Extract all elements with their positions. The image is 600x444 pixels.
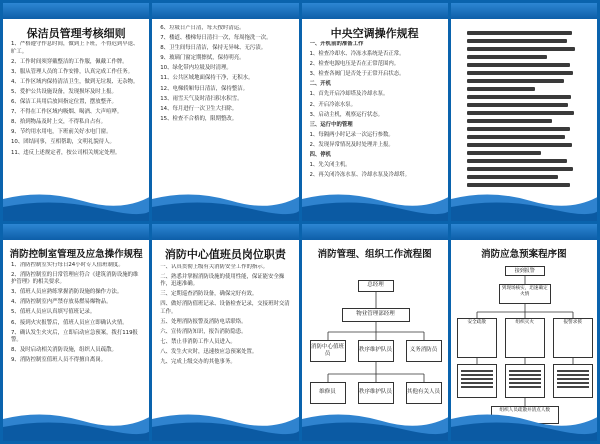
wave-decoration <box>152 189 298 221</box>
panel-cap <box>451 224 597 240</box>
text-line: 2、开启冷冻水泵。 <box>309 101 357 108</box>
text-line: 3、服从管理人员的工作安排，认真完成工作任务。 <box>11 68 134 75</box>
org-node-general-manager: 总经理 <box>358 280 394 292</box>
text-line: 13、雨雪天气及时清扫积水积雪。 <box>160 95 243 102</box>
panel-body <box>11 41 141 189</box>
text-line: 3、值班人员应熟练掌握消防设施的操作方法。 <box>11 289 123 296</box>
text-line: 6、垃圾日产日清，每天按时清运。 <box>160 25 245 31</box>
org-node: 其他有关人员 <box>406 382 442 404</box>
wave-decoration <box>451 189 597 221</box>
org-node: 消防中心值班员 <box>310 340 346 362</box>
wave-decoration <box>3 409 149 441</box>
text-line: 8、卫生间每日清洁，保持无异味、无污渍。 <box>160 45 267 52</box>
text-line: 10、团结同事，互相帮助，文明礼貌待人。 <box>11 139 115 146</box>
panel-body <box>310 41 440 189</box>
panel-title: 消防中心值班员岗位职责 <box>164 247 286 261</box>
text-line: 9、消防控制室值班人员不得擅自离岗。 <box>11 357 107 364</box>
text-line: 3、检查各阀门是否处于正常开启状态。 <box>309 71 405 78</box>
wave-decoration <box>302 189 448 221</box>
text-line: 一、开机前的准备工作 <box>309 41 364 47</box>
text-line: 四、停机 <box>309 152 332 159</box>
text-line: 6、接到火灾报警后，值班人员应立即确认火情。 <box>11 319 128 326</box>
redacted-text-block <box>467 27 581 189</box>
panel-fire-org-chart <box>302 224 448 442</box>
text-line: 七、禁止非消防工作人员进入。 <box>160 339 236 346</box>
panel-title: 消防应急预案程序图 <box>481 248 567 260</box>
panel-cap <box>302 224 448 240</box>
text-line: 1、每隔两小时记录一次运行参数。 <box>309 131 394 138</box>
text-line: 2、发现异常情况及时处理并上报。 <box>309 141 394 148</box>
text-line: 5、爱护公共设施设备，发现损坏及时上报。 <box>11 88 117 95</box>
panel-title: 中央空调操作规程 <box>330 27 419 40</box>
text-line: 2、检查电源电压是否在正常范围内。 <box>309 61 400 68</box>
panel-fire-duty-officer <box>152 224 298 442</box>
text-line: 六、宣传消防知识，报告消防隐患。 <box>160 329 247 336</box>
flow-node-alarm: 接到报警 <box>505 266 545 276</box>
text-line: 三、运行中的管理 <box>309 121 353 128</box>
org-node: 维修员 <box>310 382 346 404</box>
text-line: 7、不得在工作区域内吸烟、喝酒、大声喧哗。 <box>11 109 123 116</box>
panel-cap <box>3 3 149 19</box>
panel-cleaner-rules-continued <box>152 3 298 221</box>
flow-node-detail <box>553 364 593 398</box>
text-line: 八、发生火灾时，迅速按应急预案处置。 <box>160 349 258 356</box>
wave-decoration <box>451 409 597 441</box>
org-node: 秩序维护队员 <box>358 382 394 404</box>
text-line: 4、消防控制室内严禁存放易燃易爆物品。 <box>11 299 112 306</box>
text-line: 1、检查冷却水、冷冻水系统是否正常。 <box>309 51 405 58</box>
text-line: 11、违反上述规定者，按公司相关规定处理。 <box>11 149 121 156</box>
panel-cap <box>152 3 298 19</box>
text-line: 5、值班人员应认真填写值班记录。 <box>11 309 96 316</box>
text-line: 7、确认发生火灾后，立即启动应急预案，拨打119报警。 <box>11 329 138 344</box>
flow-node-call-help: 报警求援 <box>553 318 593 358</box>
org-node-property-manager: 物业管理部经理 <box>342 308 410 322</box>
text-line: 一、认真贯彻上级有关消防安全工作的指示。 <box>160 263 269 270</box>
text-line: 9、节约用水用电，下班前关好水电门窗。 <box>11 129 112 136</box>
flow-node-detail <box>505 364 545 398</box>
text-line: 2、再关闭冷冻水泵、冷却水泵及冷却塔。 <box>309 172 410 179</box>
text-line: 二、熟悉并掌握消防设施的使用性能，保证能安全操作，迅速准确。 <box>160 273 285 288</box>
text-line: 8、拾到物品及时上交，不得私自占有。 <box>11 119 107 126</box>
org-chart <box>302 264 448 424</box>
wave-decoration <box>302 409 448 441</box>
text-line: 三、定期巡查消防设备，确保完好有效。 <box>160 291 258 298</box>
panel-body <box>160 25 290 189</box>
flow-node-detail <box>457 364 497 398</box>
panel-cap <box>152 224 298 240</box>
org-node: 秩序维护队员 <box>358 340 394 362</box>
text-line: 1、先关闭主机。 <box>309 162 351 169</box>
text-line: 五、处理消防报警及消防电话联络。 <box>160 319 247 326</box>
panel-title: 消防控制室管理及应急操作规程 <box>9 248 143 260</box>
panel-cap <box>3 224 149 240</box>
panel-fire-control-room <box>3 224 149 442</box>
panel-title: 保洁员管理考核细则 <box>26 27 126 40</box>
text-line: 15、检查不合格的，限期整改。 <box>160 115 238 122</box>
panel-fire-emergency-flow <box>451 224 597 442</box>
panel-ac-operation-continued <box>451 3 597 221</box>
text-line: 四、做好消防值班记录、设备检查记录，交接班时交清工作。 <box>160 301 290 315</box>
text-line: 6、保洁工具用后放回指定位置，摆放整齐。 <box>11 99 117 106</box>
text-line: 九、完成上级交办的其他事务。 <box>160 359 236 366</box>
text-line: 二、开机 <box>309 81 332 88</box>
panel-ac-operation <box>302 3 448 221</box>
text-line: 1、严格遵守作息时间，做到上下班，不得迟到早退、旷工。 <box>11 41 139 55</box>
text-line: 11、公共区域地面保持干净，无积水。 <box>160 75 254 82</box>
flow-node-evacuate: 安全疏散 <box>457 318 497 358</box>
flow-node-firefight: 组织灭火 <box>505 318 545 358</box>
panel-body <box>11 262 141 410</box>
org-node: 义务消防员 <box>406 340 442 362</box>
flow-node-headcount: 组织人员疏散并清点人数 <box>491 406 559 424</box>
text-line: 1、首先开启冷却塔及冷却水泵。 <box>309 91 389 98</box>
text-line: 9、玻璃门窗定期擦拭，保持明亮。 <box>160 55 245 62</box>
wave-decoration <box>152 409 298 441</box>
text-line: 2、工作时间须穿戴整洁的工作服，佩戴工作牌。 <box>11 58 128 65</box>
text-line: 8、及时启动相关消防设施，组织人员疏散。 <box>11 347 117 354</box>
panel-title: 消防管理、组织工作流程图 <box>317 248 432 260</box>
panel-cap <box>302 3 448 19</box>
panel-cleaner-rules <box>3 3 149 221</box>
text-line: 12、电梯轿厢每日清洁，保持整洁。 <box>160 85 248 92</box>
panel-cap <box>451 3 597 19</box>
text-line: 4、工作区域内保持清洁卫生，做到无垃圾、无杂物。 <box>11 78 139 85</box>
text-line: 7、楼道、楼梯每日清扫一次，每周拖洗一次。 <box>160 35 272 42</box>
text-line: 1、消防控制室实行每日24小时专人值班制度。 <box>11 261 124 268</box>
wave-decoration <box>3 189 149 221</box>
text-line: 14、每月进行一次卫生大扫除。 <box>160 105 238 112</box>
text-line: 2、消防控制室的日常管理应符合《建筑消防设施的维护管理》的相关要求。 <box>11 271 139 286</box>
panel-body <box>160 264 290 410</box>
text-line: 10、绿化带内垃圾及时清理。 <box>160 65 232 72</box>
flow-node-verify: 到现场核实，迅速确定火情 <box>499 284 551 304</box>
text-line: 3、启动主机，观察运行状态。 <box>309 111 384 118</box>
